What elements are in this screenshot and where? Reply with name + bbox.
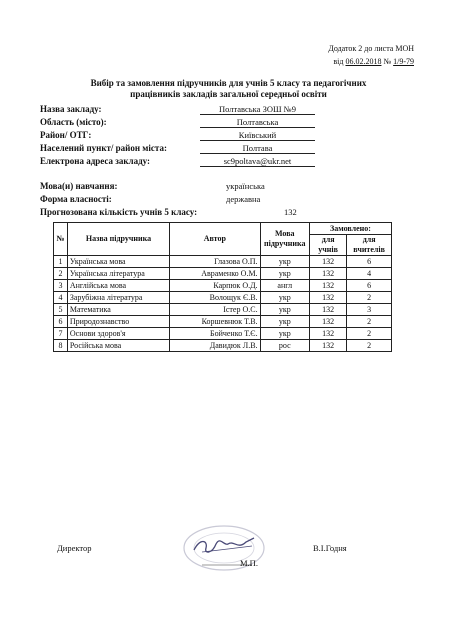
- textbook-author: Давидюк Л.В.: [170, 340, 260, 352]
- region-value: Полтавська: [200, 117, 315, 128]
- textbook-author: Волощук Є.В.: [170, 292, 260, 304]
- signature-underline: [202, 546, 252, 552]
- title-line2: працівників закладів загальної середньої освіти: [130, 89, 327, 99]
- textbook-author: Істер О.С.: [170, 304, 260, 316]
- textbook-author: Бойченко Т.Є.: [170, 328, 260, 340]
- addendum-prefix: від: [333, 57, 344, 66]
- title-line1: Вибір та замовлення підручників для учнів 5 класу та педагогічних: [90, 78, 367, 88]
- textbook-name: Природознавство: [67, 316, 169, 328]
- ownership-label: Форма власності:: [40, 194, 112, 204]
- row-number: 8: [54, 340, 68, 352]
- teachers-count: 4: [347, 268, 392, 280]
- textbook-name: Математика: [67, 304, 169, 316]
- table-row: [54, 292, 392, 304]
- stamp-and-signature: [180, 524, 268, 584]
- students-count: 132: [310, 316, 347, 328]
- settlement-label: Населений пункт/ район міста:: [40, 143, 167, 153]
- students-count: 132: [310, 280, 347, 292]
- stamp-label: М.П.: [240, 558, 258, 568]
- teachers-count: 6: [347, 256, 392, 268]
- textbook-name: Зарубіжна література: [67, 292, 169, 304]
- textbook-name: Основи здоров'я: [67, 328, 169, 340]
- ownership-value: державна: [226, 194, 261, 204]
- addendum-date: 06.02.2018: [345, 57, 382, 66]
- district-label: Район/ ОТГ:: [40, 130, 92, 140]
- row-number: 4: [54, 292, 68, 304]
- table-row: [54, 280, 392, 292]
- table-row: [54, 316, 392, 328]
- school-name-label: Назва закладу:: [40, 104, 102, 114]
- row-number: 7: [54, 328, 68, 340]
- row-number: 2: [54, 268, 68, 280]
- textbooks-table: [53, 222, 392, 352]
- textbook-name: Англійська мова: [67, 280, 169, 292]
- teachers-count: 3: [347, 304, 392, 316]
- table-row: [54, 340, 392, 352]
- addendum-no-prefix: №: [383, 57, 392, 66]
- school-name-value: Полтавська ЗОШ №9: [200, 104, 315, 115]
- students-count: 132: [310, 268, 347, 280]
- header-textbook-name: Назва підручника: [67, 223, 169, 256]
- textbook-language: укр: [260, 256, 309, 268]
- header-for-teachers: для вчителів: [347, 235, 392, 256]
- settlement-value: Полтава: [200, 143, 315, 154]
- director-label: Директор: [57, 543, 92, 553]
- table-row: [54, 256, 392, 268]
- students-count: 132: [310, 292, 347, 304]
- textbook-language: укр: [260, 328, 309, 340]
- teachers-count: 2: [347, 292, 392, 304]
- header-number: №: [54, 223, 68, 256]
- row-number: 3: [54, 280, 68, 292]
- textbook-name: Українська література: [67, 268, 169, 280]
- table-row: [54, 304, 392, 316]
- students-count: 132: [310, 304, 347, 316]
- row-number: 1: [54, 256, 68, 268]
- students-count: 132: [310, 256, 347, 268]
- textbook-language: укр: [260, 268, 309, 280]
- document-title: [40, 78, 417, 100]
- region-label: Область (місто):: [40, 117, 107, 127]
- table-row: [54, 268, 392, 280]
- teachers-count: 2: [347, 340, 392, 352]
- textbook-language: укр: [260, 304, 309, 316]
- header-author: Автор: [170, 223, 260, 256]
- textbook-author: Авраменко О.М.: [170, 268, 260, 280]
- email-label: Електрона адреса закладу:: [40, 156, 151, 166]
- textbook-language: англ: [260, 280, 309, 292]
- header-ordered: Замовлено:: [310, 223, 392, 235]
- signature-stroke: [194, 538, 254, 552]
- addendum-line2: [328, 55, 414, 68]
- student-count-label: Прогнозована кількість учнів 5 класу:: [40, 207, 198, 217]
- email-value: sc9poltava@ukr.net: [200, 156, 315, 167]
- textbook-language: рос: [260, 340, 309, 352]
- textbook-language: укр: [260, 292, 309, 304]
- language-label: Мова(и) навчання:: [40, 181, 118, 191]
- textbook-author: Глазова О.П.: [170, 256, 260, 268]
- textbook-name: Українська мова: [67, 256, 169, 268]
- header-language: Мова підручника: [260, 223, 309, 256]
- textbook-author: Карпюк О.Д.: [170, 280, 260, 292]
- textbook-name: Російська мова: [67, 340, 169, 352]
- addendum-note: [328, 42, 414, 68]
- director-name: В.І.Годня: [313, 543, 347, 553]
- students-count: 132: [310, 328, 347, 340]
- textbook-author: Коршевнюк Т.В.: [170, 316, 260, 328]
- table-row: [54, 328, 392, 340]
- header-for-students: для учнів: [310, 235, 347, 256]
- language-value: українська: [226, 181, 265, 191]
- row-number: 6: [54, 316, 68, 328]
- district-value: Київський: [200, 130, 315, 141]
- student-count-value: 132: [284, 207, 297, 217]
- row-number: 5: [54, 304, 68, 316]
- students-count: 132: [310, 340, 347, 352]
- teachers-count: 6: [347, 280, 392, 292]
- addendum-line1: Додаток 2 до листа МОН: [328, 44, 414, 53]
- teachers-count: 2: [347, 316, 392, 328]
- teachers-count: 2: [347, 328, 392, 340]
- addendum-number: 1/9-79: [393, 57, 414, 66]
- textbook-language: укр: [260, 316, 309, 328]
